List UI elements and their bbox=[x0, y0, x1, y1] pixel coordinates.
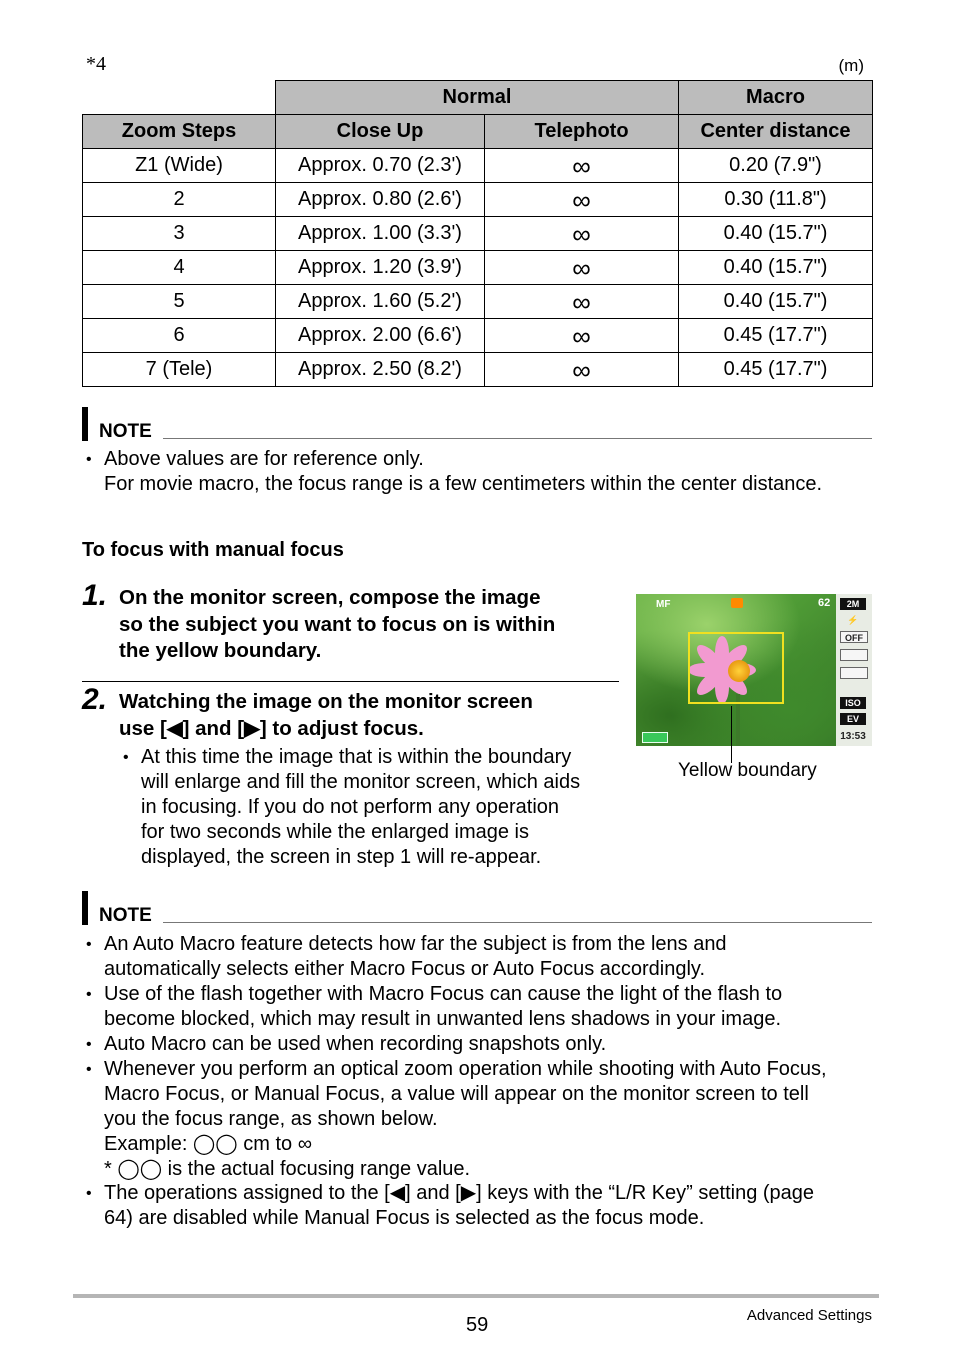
table-cell: Approx. 2.50 (8.2') bbox=[276, 353, 485, 387]
note-text: automatically selects either Macro Focus or Auto Focus accordingly. bbox=[104, 958, 705, 980]
table-row bbox=[83, 251, 873, 285]
step-detail-text: in focusing. If you do not perform any operation bbox=[141, 796, 560, 818]
battery-icon bbox=[642, 732, 668, 743]
step-divider bbox=[82, 681, 619, 682]
table-cell: 0.20 (7.9") bbox=[679, 149, 873, 183]
note-text: you the focus range, as shown below. bbox=[104, 1108, 438, 1130]
step-text: the yellow boundary. bbox=[119, 639, 322, 662]
group-header-macro: Macro bbox=[679, 81, 873, 115]
table-cell: 5 bbox=[83, 285, 276, 319]
table-row bbox=[83, 183, 873, 217]
footer-rule bbox=[73, 1294, 879, 1298]
step-text: use [◀] and [▶] to adjust focus. bbox=[119, 716, 424, 740]
bullet: • bbox=[86, 451, 92, 468]
table-row bbox=[83, 353, 873, 387]
step-text: On the monitor screen, compose the image bbox=[119, 586, 541, 609]
table-cell: 6 bbox=[83, 319, 276, 353]
table-cell: ∞ bbox=[485, 149, 679, 183]
table-cell: 0.40 (15.7") bbox=[679, 251, 873, 285]
yellow-boundary bbox=[688, 632, 784, 704]
camera-mode-icon bbox=[731, 598, 743, 608]
note-label: NOTE bbox=[99, 905, 152, 926]
note-text: The operations assigned to the [◀] and [▶] keys with the “L/R Key” setting (page bbox=[104, 1182, 815, 1204]
table-cell: Approx. 1.00 (3.3') bbox=[276, 217, 485, 251]
table-cell: 0.30 (11.8") bbox=[679, 183, 873, 217]
note-text: For movie macro, the focus range is a few centimeters within the center distance. bbox=[104, 473, 823, 495]
face-detection-icon bbox=[840, 649, 868, 661]
bullet: • bbox=[86, 1185, 92, 1202]
table-cell: 0.45 (17.7") bbox=[679, 353, 873, 387]
step-detail-text: displayed, the screen in step 1 will re-appear. bbox=[141, 846, 542, 868]
image-caption: Yellow boundary bbox=[678, 760, 817, 781]
page-number: 59 bbox=[466, 1314, 489, 1336]
table-cell: 3 bbox=[83, 217, 276, 251]
self-timer-icon: OFF bbox=[840, 631, 868, 643]
bullet: • bbox=[86, 1036, 92, 1053]
monitor-screen-image bbox=[636, 594, 872, 746]
step-text: Watching the image on the monitor screen bbox=[119, 690, 533, 713]
step-detail-text: will enlarge and fill the monitor screen, which aids bbox=[141, 771, 581, 793]
flash-icon: ⚡ bbox=[847, 615, 859, 625]
unit-label: (m) bbox=[838, 56, 864, 75]
table-cell: Approx. 1.60 (5.2') bbox=[276, 285, 485, 319]
table-cell: ∞ bbox=[485, 217, 679, 251]
note-example-footnote: * ◯◯ is the actual focusing range value. bbox=[104, 1158, 471, 1180]
table-cell: 0.40 (15.7") bbox=[679, 217, 873, 251]
note-example: Example: ◯◯ cm to ∞ bbox=[104, 1133, 312, 1155]
bullet: • bbox=[86, 936, 92, 953]
note-text: 64) are disabled while Manual Focus is selected as the focus mode. bbox=[104, 1207, 705, 1229]
table-cell: ∞ bbox=[485, 183, 679, 217]
blank-corner bbox=[83, 81, 276, 115]
column-header: Telephoto bbox=[485, 115, 679, 149]
table-cell: Approx. 2.00 (6.6') bbox=[276, 319, 485, 353]
step-detail-text: for two seconds while the enlarged image is bbox=[141, 821, 529, 843]
footnote-marker: *4 bbox=[86, 53, 106, 75]
bullet: • bbox=[86, 1061, 92, 1078]
step-number: 1. bbox=[82, 579, 108, 612]
table-cell: ∞ bbox=[485, 251, 679, 285]
note-text: Whenever you perform an optical zoom operation while shooting with Auto Focus, bbox=[104, 1058, 827, 1080]
note-text: Macro Focus, or Manual Focus, a value will appear on the monitor screen to tell bbox=[104, 1083, 809, 1105]
note-text: become blocked, which may result in unwanted lens shadows in your image. bbox=[104, 1008, 782, 1030]
table-cell: Z1 (Wide) bbox=[83, 149, 276, 183]
image-size-icon: 2M bbox=[840, 598, 866, 610]
note-marker-bar bbox=[82, 891, 88, 925]
focus-mode-indicator: MF bbox=[656, 599, 671, 610]
bullet: • bbox=[123, 749, 129, 766]
table-cell: Approx. 1.20 (3.9') bbox=[276, 251, 485, 285]
column-header: Zoom Steps bbox=[83, 115, 276, 149]
table-cell: 2 bbox=[83, 183, 276, 217]
table-cell: 0.45 (17.7") bbox=[679, 319, 873, 353]
note-text: Auto Macro can be used when recording snapshots only. bbox=[104, 1033, 607, 1055]
step-text: so the subject you want to focus on is within bbox=[119, 612, 556, 636]
remaining-shots: 62 bbox=[818, 597, 831, 609]
bullet: • bbox=[86, 986, 92, 1003]
note-marker-bar bbox=[82, 407, 88, 441]
section-title: To focus with manual focus bbox=[82, 539, 344, 561]
table-cell: 7 (Tele) bbox=[83, 353, 276, 387]
note-text: Use of the flash together with Macro Focus can cause the light of the flash to bbox=[104, 983, 783, 1005]
table-cell: ∞ bbox=[485, 319, 679, 353]
caption-pointer-line bbox=[731, 706, 732, 763]
group-header-normal: Normal bbox=[276, 81, 679, 115]
camera-side-panel bbox=[836, 594, 872, 746]
table-row bbox=[83, 285, 873, 319]
clock-readout: 13:53 bbox=[840, 731, 866, 742]
iso-icon: ISO bbox=[840, 697, 866, 709]
group-header-row bbox=[83, 81, 873, 115]
table-row bbox=[83, 149, 873, 183]
note-text: An Auto Macro feature detects how far the subject is from the lens and bbox=[104, 933, 727, 955]
table-cell: 0.40 (15.7") bbox=[679, 285, 873, 319]
step-detail-text: At this time the image that is within the boundary bbox=[141, 746, 572, 768]
table-cell: 4 bbox=[83, 251, 276, 285]
anti-shake-icon bbox=[840, 667, 868, 679]
focus-range-table bbox=[82, 80, 873, 387]
table-cell: ∞ bbox=[485, 353, 679, 387]
column-header-row bbox=[83, 115, 873, 149]
column-header: Center distance bbox=[679, 115, 873, 149]
note-rule bbox=[163, 922, 872, 923]
column-header: Close Up bbox=[276, 115, 485, 149]
table-row bbox=[83, 319, 873, 353]
table-cell: Approx. 0.80 (2.6') bbox=[276, 183, 485, 217]
table-cell: Approx. 0.70 (2.3') bbox=[276, 149, 485, 183]
table-row bbox=[83, 217, 873, 251]
ev-icon: EV bbox=[840, 713, 866, 725]
note-text: Above values are for reference only. bbox=[104, 448, 424, 470]
table-cell: ∞ bbox=[485, 285, 679, 319]
note-rule bbox=[163, 438, 872, 439]
note-label: NOTE bbox=[99, 421, 152, 442]
footer-section-name: Advanced Settings bbox=[746, 1307, 872, 1324]
step-number: 2. bbox=[82, 683, 108, 716]
